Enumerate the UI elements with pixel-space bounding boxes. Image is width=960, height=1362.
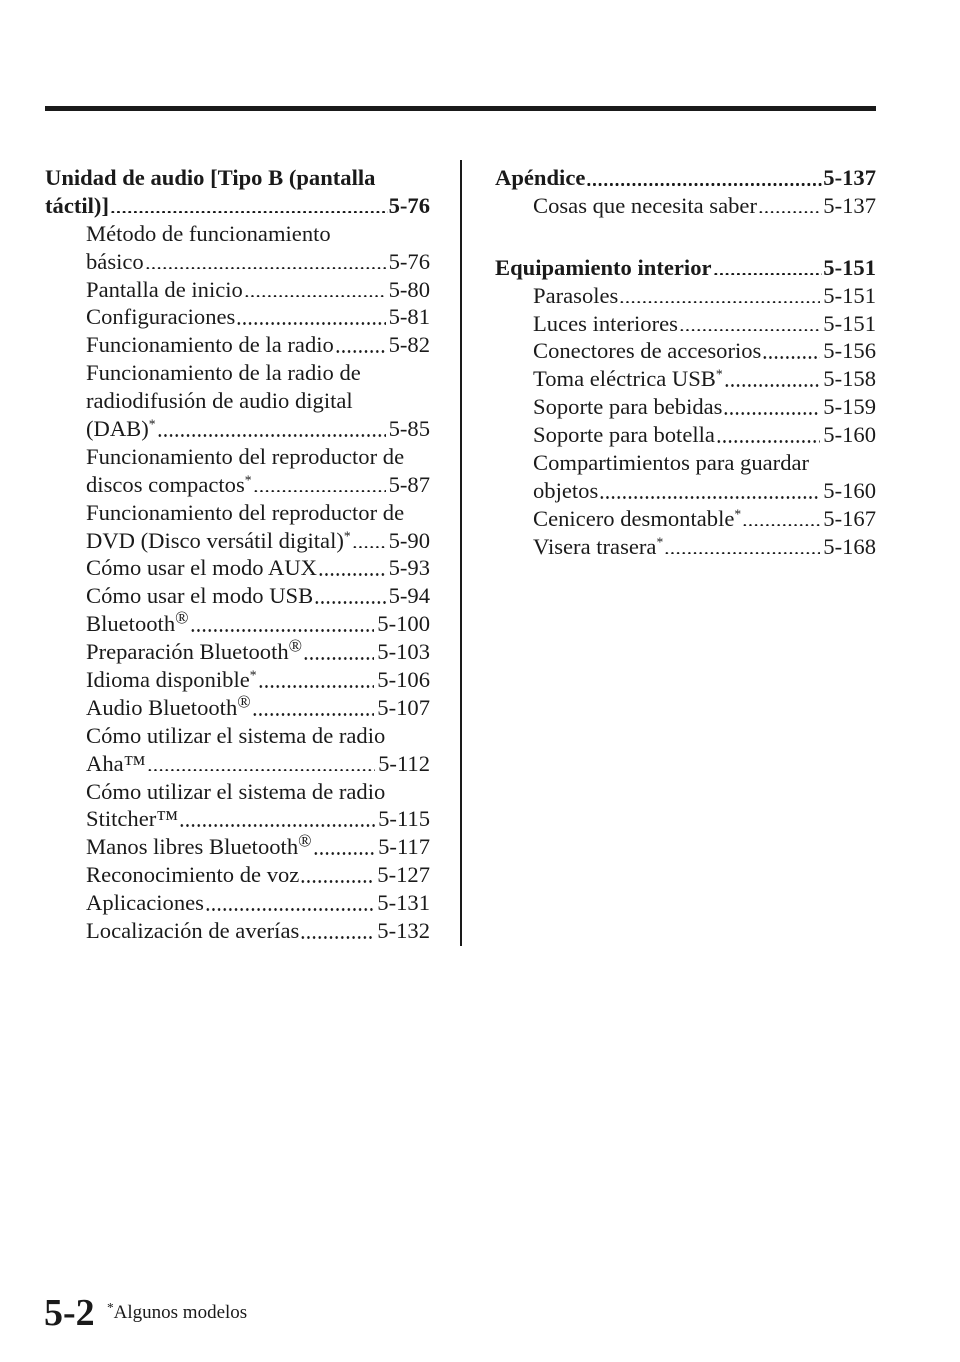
dot-leader — [586, 183, 822, 186]
toc-page-number: 5-167 — [823, 505, 876, 531]
toc-line — [86, 830, 430, 861]
entry-line-text: Idioma disponible — [86, 667, 250, 693]
dot-leader — [599, 496, 820, 499]
heading-label — [45, 192, 109, 220]
toc-entry — [45, 861, 430, 889]
dot-leader — [179, 824, 375, 827]
entry-label — [533, 192, 757, 220]
dot-leader — [300, 936, 374, 939]
toc-page-number: 5-87 — [388, 471, 430, 497]
toc-line — [86, 359, 430, 387]
dot-leader — [664, 552, 820, 555]
dot-leader — [724, 384, 821, 387]
some-models-marker: * — [656, 534, 664, 550]
toc-page-number: 5-106 — [377, 667, 430, 693]
toc-page-number: 5-132 — [377, 918, 430, 944]
entry-line-text: Stitcher™ — [86, 806, 179, 832]
toc-entry — [45, 691, 430, 722]
toc-page-number: 5-131 — [377, 890, 430, 916]
toc-section — [45, 164, 430, 945]
heading-line-text: Unidad de audio [Tipo B (pantalla — [45, 165, 376, 190]
entry-label — [533, 421, 715, 449]
dot-leader — [244, 295, 386, 298]
entry-line-text: Audio Bluetooth — [86, 694, 238, 720]
entry-label — [86, 830, 312, 861]
toc-entry — [45, 499, 430, 555]
entry-line-text: Compartimientos para guardar — [533, 450, 810, 476]
entry-label — [533, 282, 618, 310]
toc-entry — [45, 554, 430, 582]
entry-label — [86, 666, 257, 694]
dot-leader — [352, 546, 386, 549]
dot-leader — [314, 601, 385, 604]
dot-leader — [335, 350, 386, 353]
toc-line — [86, 499, 430, 527]
footer-note — [107, 1300, 248, 1323]
toc-heading — [495, 254, 876, 282]
dot-leader — [258, 685, 375, 688]
toc-line — [86, 331, 430, 359]
entry-label — [86, 691, 251, 722]
entry-line-text: Aha™ — [86, 750, 146, 776]
dot-leader — [713, 273, 823, 276]
registered-mark: ® — [175, 607, 189, 628]
toc-entry — [495, 365, 876, 393]
entry-label — [533, 337, 761, 365]
entry-label — [86, 917, 299, 945]
toc-line — [86, 276, 430, 304]
toc-page-number: 5-160 — [823, 477, 876, 503]
entry-line-text: Aplicaciones — [86, 890, 204, 916]
toc-page-number: 5-137 — [823, 164, 876, 190]
toc-line — [86, 607, 430, 638]
toc-line — [86, 303, 430, 331]
entry-label — [86, 276, 243, 304]
entry-line-text: radiodifusión de audio digital — [86, 388, 353, 414]
toc-line — [533, 477, 876, 505]
entry-line-text: objetos — [533, 477, 599, 503]
toc-line — [86, 582, 430, 610]
toc-page-number: 5-151 — [823, 282, 876, 308]
entry-line-text: Visera trasera — [533, 533, 657, 559]
toc-right-column — [495, 164, 876, 561]
entry-line-text: DVD (Disco versátil digital) — [86, 527, 344, 553]
toc-entry — [495, 192, 876, 220]
footer-note-text: Algunos modelos — [113, 1302, 248, 1323]
toc-entry — [45, 607, 430, 638]
entry-label — [86, 471, 252, 499]
toc-line — [86, 387, 430, 415]
toc-line — [86, 415, 430, 443]
toc-line — [86, 750, 430, 778]
dot-leader — [190, 629, 375, 632]
toc-heading — [45, 164, 430, 220]
toc-page-number: 5-90 — [388, 527, 430, 553]
entry-label — [86, 415, 156, 443]
column-divider — [460, 160, 462, 946]
entry-label — [533, 533, 663, 561]
toc-entry — [45, 722, 430, 778]
toc-entry — [45, 582, 430, 610]
entry-line-text: Funcionamiento del reproductor de — [86, 499, 405, 525]
entry-line-text: Cómo usar el modo USB — [86, 583, 314, 609]
toc-entry — [45, 778, 430, 834]
toc-entry — [495, 505, 876, 533]
toc-line — [533, 192, 876, 220]
toc-line — [533, 337, 876, 365]
entry-line-text: Funcionamiento del reproductor de — [86, 443, 405, 469]
entry-label — [533, 310, 678, 338]
entry-label — [533, 505, 741, 533]
entry-line-text: (DAB) — [86, 416, 149, 441]
toc-page-number: 5-151 — [823, 254, 876, 280]
entry-line-text: Método de funcionamiento — [86, 220, 331, 246]
toc-line — [86, 471, 430, 499]
toc-entry — [45, 276, 430, 304]
toc-line — [495, 164, 876, 192]
toc-line — [86, 861, 430, 889]
entry-label — [86, 248, 144, 276]
toc-page-number: 5-158 — [823, 366, 876, 392]
some-models-marker: * — [148, 416, 156, 432]
heading-label — [495, 254, 712, 282]
toc-entry — [495, 282, 876, 310]
toc-entry — [45, 331, 430, 359]
toc-entry — [495, 449, 876, 505]
toc-page-number: 5-103 — [377, 639, 430, 665]
toc-line — [86, 635, 430, 666]
toc-line — [86, 778, 430, 806]
entry-line-text: básico — [86, 248, 144, 274]
heading-label — [495, 164, 585, 192]
registered-mark: ® — [288, 635, 303, 656]
heading-line-text: Equipamiento interior — [495, 254, 712, 280]
toc-page-number: 5-168 — [823, 533, 876, 559]
entry-line-text: Localización de averías — [86, 918, 300, 944]
toc-entry — [45, 889, 430, 917]
dot-leader — [723, 412, 820, 415]
dot-leader — [145, 267, 386, 270]
toc-page-number: 5-82 — [388, 332, 430, 358]
toc-entry — [495, 421, 876, 449]
dot-leader — [758, 211, 820, 214]
entry-line-text: Pantalla de inicio — [86, 276, 243, 302]
toc-line — [86, 666, 430, 694]
dot-leader — [742, 524, 820, 527]
toc-line — [86, 722, 430, 750]
entry-line-text: Cómo utilizar el sistema de radio — [86, 778, 386, 804]
toc-line — [533, 505, 876, 533]
dot-leader — [205, 908, 374, 911]
dot-leader — [110, 211, 388, 214]
some-models-marker: * — [249, 667, 257, 683]
toc-entry — [495, 310, 876, 338]
toc-page-number: 5-115 — [378, 806, 430, 832]
dot-leader — [716, 440, 820, 443]
toc-page-number: 5-81 — [388, 304, 430, 330]
some-models-marker: * — [734, 506, 742, 522]
entry-label — [86, 582, 313, 610]
toc-line — [86, 805, 430, 833]
entry-label — [86, 607, 189, 638]
toc-page-number: 5-151 — [823, 310, 876, 336]
toc-page-number: 5-112 — [378, 750, 430, 776]
toc-left-column — [45, 164, 430, 945]
toc-line — [495, 254, 876, 282]
dot-leader — [252, 713, 375, 716]
toc-page-number: 5-76 — [388, 248, 430, 274]
toc-line — [86, 220, 430, 248]
toc-line — [86, 554, 430, 582]
heading-line-text: Apéndice — [495, 164, 586, 190]
dot-leader — [679, 329, 820, 332]
toc-entry — [45, 666, 430, 694]
entry-line-text: Cómo usar el modo AUX — [86, 555, 317, 581]
toc-page-number: 5-93 — [388, 555, 430, 581]
dot-leader — [147, 769, 375, 772]
toc-line — [86, 527, 430, 555]
toc-line — [86, 248, 430, 276]
entry-line-text: Bluetooth — [86, 611, 176, 637]
toc-line — [533, 365, 876, 393]
toc-line — [533, 310, 876, 338]
entry-label — [86, 635, 303, 666]
some-models-marker: * — [343, 528, 351, 544]
dot-leader — [318, 573, 386, 576]
entry-line-text: Soporte para bebidas — [533, 394, 723, 420]
toc-page-number: 5-85 — [388, 416, 430, 441]
dot-leader — [313, 852, 376, 855]
entry-line-text: discos compactos — [86, 471, 245, 497]
toc-entry — [45, 220, 430, 276]
toc-section — [495, 254, 876, 561]
toc-line — [45, 192, 430, 220]
toc-entry — [45, 917, 430, 945]
toc-line — [533, 449, 876, 477]
toc-line — [533, 393, 876, 421]
entry-label — [86, 889, 204, 917]
toc-entry — [495, 337, 876, 365]
dot-leader — [300, 880, 374, 883]
toc-entry — [45, 443, 430, 499]
toc-line — [533, 421, 876, 449]
heading-line-text: táctil)] — [45, 192, 109, 218]
some-models-marker: * — [244, 472, 252, 488]
entry-label — [86, 331, 334, 359]
dot-leader — [619, 301, 820, 304]
entry-line-text: Parasoles — [533, 282, 619, 308]
registered-mark: ® — [237, 691, 251, 712]
toc-page-number: 5-94 — [388, 583, 430, 609]
toc-page-number: 5-100 — [377, 611, 430, 637]
toc-page-number: 5-137 — [823, 192, 876, 218]
toc-entry — [45, 830, 430, 861]
toc-page-number: 5-107 — [377, 694, 430, 720]
entry-line-text: Funcionamiento de la radio de — [86, 360, 361, 386]
entry-line-text: Manos libres Bluetooth — [86, 834, 299, 860]
entry-label — [86, 527, 351, 555]
toc-page-number: 5-160 — [823, 422, 876, 448]
toc-line — [533, 282, 876, 310]
some-models-marker: * — [715, 366, 723, 382]
entry-line-text: Configuraciones — [86, 304, 236, 330]
entry-line-text: Cosas que necesita saber — [533, 192, 757, 218]
entry-line-text: Cómo utilizar el sistema de radio — [86, 722, 386, 748]
entry-label — [86, 750, 146, 778]
toc-line — [533, 533, 876, 561]
toc-entry — [45, 359, 430, 443]
toc-page-number: 5-156 — [823, 338, 876, 364]
entry-label — [86, 303, 235, 331]
toc-entry — [45, 635, 430, 666]
toc-line — [45, 164, 430, 192]
entry-label — [533, 477, 598, 505]
footer-page-number: 5-2 — [44, 1292, 95, 1334]
toc-entry — [45, 303, 430, 331]
dot-leader — [303, 657, 374, 660]
toc-section — [495, 164, 876, 220]
toc-entry — [495, 533, 876, 561]
dot-leader — [762, 356, 820, 359]
entry-label — [86, 861, 299, 889]
toc-entry — [495, 393, 876, 421]
entry-label — [86, 554, 317, 582]
toc-page-number: 5-117 — [378, 834, 430, 860]
dot-leader — [157, 434, 386, 437]
entry-line-text: Funcionamiento de la radio — [86, 332, 334, 358]
entry-label — [86, 805, 178, 833]
dot-leader — [236, 322, 385, 325]
toc-line — [86, 917, 430, 945]
entry-line-text: Cenicero desmontable — [533, 505, 735, 531]
entry-label — [533, 393, 722, 421]
toc-page-number: 5-159 — [823, 394, 876, 420]
entry-line-text: Preparación Bluetooth — [86, 639, 289, 665]
registered-mark: ® — [298, 830, 312, 851]
toc-line — [86, 691, 430, 722]
entry-line-text: Reconocimiento de voz — [86, 862, 300, 888]
toc-page-number: 5-80 — [388, 276, 430, 302]
entry-label — [533, 365, 723, 393]
toc-heading — [495, 164, 876, 192]
entry-line-text: Toma eléctrica USB — [533, 366, 716, 392]
toc-line — [86, 889, 430, 917]
entry-line-text: Luces interiores — [533, 310, 678, 336]
entry-line-text: Conectores de accesorios — [533, 338, 762, 364]
dot-leader — [253, 490, 386, 493]
toc-page-number: 5-127 — [377, 862, 430, 888]
toc-page-number: 5-76 — [388, 192, 430, 218]
entry-line-text: Soporte para botella — [533, 422, 715, 448]
toc-line — [86, 443, 430, 471]
footer-note-marker: * — [107, 1300, 114, 1316]
top-rule — [45, 106, 876, 111]
